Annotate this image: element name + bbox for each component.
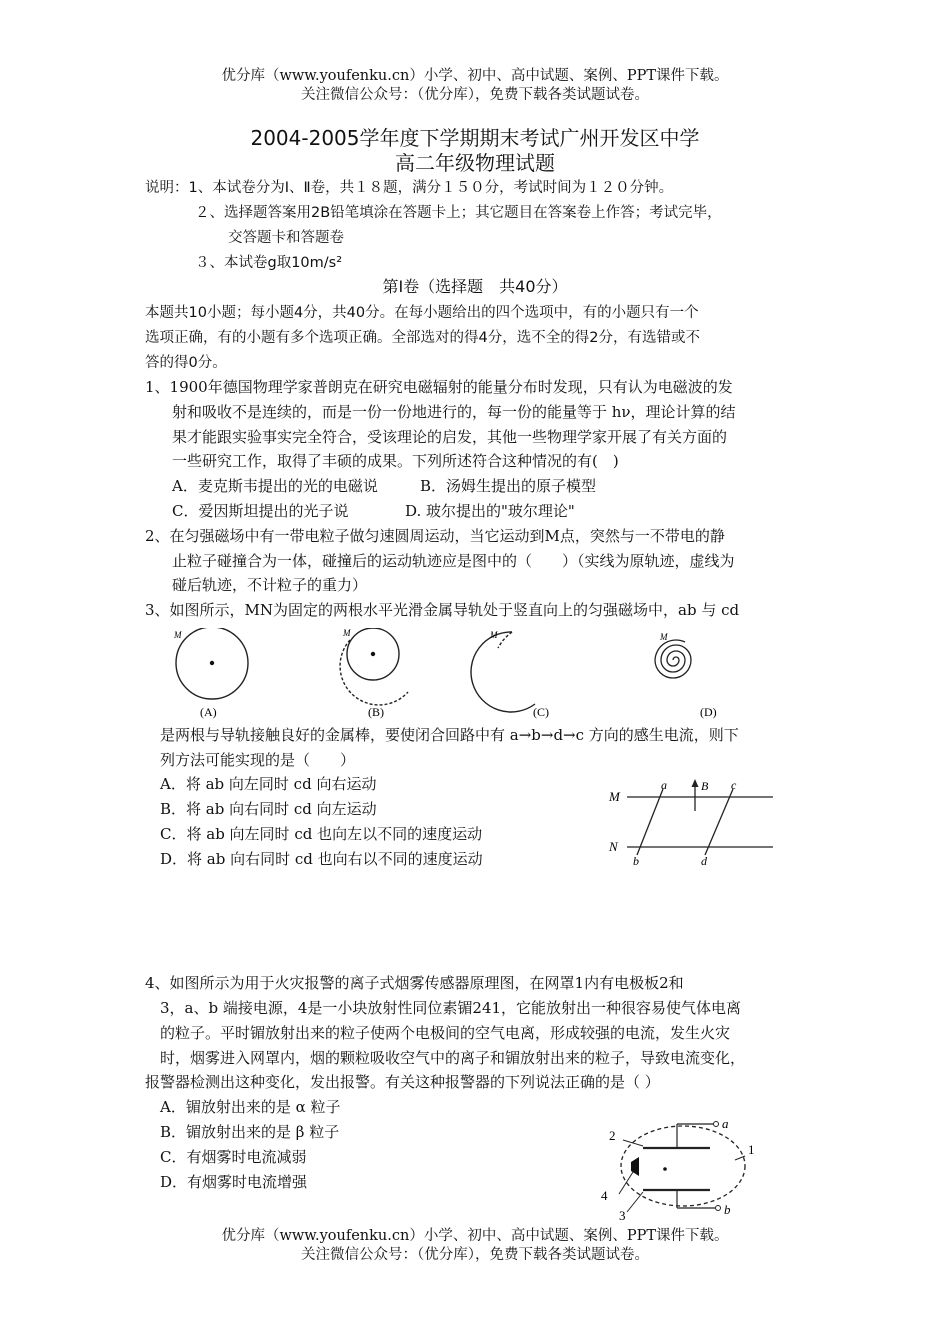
q4-text-2: 3，a、b 端接电源，4是一小块放射性同位素镅241，它能放射出一种很容易使气体电离 (160, 999, 742, 1017)
q1-text-3: 果才能跟实验事实完全符合，受该理论的启发，其他一些物理学家开展了有关方面的 (172, 428, 728, 446)
q1-text-1: 1、1900年德国物理学家普朗克在研究电磁辐射的能量分布时发现，只有认为电磁波的发 (145, 378, 733, 396)
instruction-3: ３、本试卷g取10m/s² (195, 255, 343, 271)
q2-fig-d-m-label: M (660, 632, 668, 642)
section-heading: 第Ⅰ卷（选择题 共40分） (382, 277, 568, 296)
q4-fig-label-b: b (724, 1202, 731, 1217)
q1-option-c: C．爱因斯坦提出的光子说 (172, 502, 349, 520)
q2-fig-a-label: (A) (200, 705, 217, 719)
q2-fig-b-m-label: M (343, 628, 351, 638)
q4-option-b: B．镅放射出来的是 β 粒子 (160, 1123, 340, 1141)
q2-fig-b-label: (B) (368, 705, 384, 719)
q3-option-b: B．将 ab 向右同时 cd 向左运动 (160, 800, 377, 818)
q1-option-a: A．麦克斯韦提出的光的电磁说 (172, 477, 378, 495)
q2-text-2: 止粒子碰撞合为一体，碰撞后的运动轨迹应是图中的（ ）（实线为原轨迹，虚线为 (172, 552, 735, 570)
q2-fig-d-label: (D) (700, 705, 717, 719)
q1-option-b: B．汤姆生提出的原子模型 (420, 477, 597, 495)
q3-fig-n-label: N (609, 839, 618, 854)
q1-text-4: 一些研究工作，取得了丰硕的成果。下列所述符合这种情况的有( ) (172, 452, 619, 470)
q3-option-c: C．将 ab 向左同时 cd 也向左以不同的速度运动 (160, 825, 483, 843)
q2-fig-c-label: (C) (533, 705, 549, 719)
section-intro-1: 本题共10小题；每小题4分，共40分。在每小题给出的四个选项中，有的小题只有一个 (145, 305, 699, 321)
q3-option-a: A．将 ab 向左同时 cd 向右运动 (160, 775, 377, 793)
q2-figure-b (340, 628, 408, 719)
q4-fig-label-3: 3 (619, 1208, 626, 1222)
q2-figure-a (173, 628, 248, 719)
q3-rail-figure (605, 775, 775, 870)
q3-fig-a-label: a (661, 778, 667, 792)
q3-text-1: 3、如图所示，MN为固定的两根水平光滑金属导轨处于竖直向上的匀强磁场中，ab 与 cd (145, 601, 740, 619)
section-intro-2: 选项正确，有的小题有多个选项正确。全部选对的得4分，选不全的得2分，有选错或不 (145, 330, 700, 346)
instruction-2: ２、选择题答案用2B铅笔填涂在答题卡上；其它题目在答案卷上作答；考试完毕， (195, 205, 722, 221)
section-intro-3: 答的得0分。 (145, 355, 227, 371)
q4-option-d: D．有烟雾时电流增强 (160, 1173, 308, 1191)
q1-option-d: D. 玻尔提出的"玻尔理论" (405, 502, 575, 520)
q3-fig-b-label: b (633, 854, 639, 868)
q4-text-3: 的粒子。平时镅放射出来的粒子使两个电极间的空气电离，形成较强的电流，发生火灾 (160, 1024, 731, 1042)
q2-fig-c-m-label: M (490, 630, 498, 640)
q4-fig-label-1: 1 (748, 1142, 755, 1157)
q4-option-a: A．镅放射出来的是 α 粒子 (160, 1098, 341, 1116)
q4-fig-label-a: a (722, 1116, 729, 1131)
q4-fig-label-4: 4 (601, 1188, 608, 1203)
page-footer-line-2: 关注微信公众号：（优分库），免费下载各类试题试卷。 (301, 1247, 649, 1263)
q2-text-1: 2、在匀强磁场中有一带电粒子做匀速圆周运动，当它运动到M点，突然与一不带电的静 (145, 527, 725, 545)
q2-figure-c (471, 630, 549, 719)
q4-text-1: 4、如图所示为用于火灾报警的离子式烟雾传感器原理图，在网罩1内有电极板2和 (145, 974, 684, 992)
q1-text-2: 射和吸收不是连续的，而是一份一份地进行的，每一份的能量等于 hν，理论计算的结 (172, 403, 736, 421)
page-header-line-2: 关注微信公众号：（优分库），免费下载各类试题试卷。 (301, 87, 649, 103)
instruction-2-cont: 交答题卡和答题卷 (228, 230, 344, 246)
q3-fig-b-field-label: B (701, 779, 709, 793)
q4-text-4: 时，烟雾进入网罩内，烟的颗粒吸收空气中的离子和镅放射出来的粒子，导致电流变化， (160, 1049, 746, 1067)
q2-text-3: 碰后轨迹，不计粒子的重力） (172, 576, 368, 594)
q3-text-2: 是两根与导轨接触良好的金属棒，要使闭合回路中有 a→b→d→c 方向的感生电流，则下 (160, 726, 739, 744)
q2-fig-a-m-label: M (174, 630, 182, 640)
q4-option-c: C．有烟雾时电流减弱 (160, 1148, 307, 1166)
instruction-1: 说明：1、本试卷分为Ⅰ、Ⅱ卷，共１８题，满分１５０分，考试时间为１２０分钟。 (145, 180, 674, 196)
q2-trajectory-figures (160, 628, 760, 728)
exam-subtitle: 高二年级物理试题 (395, 151, 555, 175)
q4-smoke-sensor-figure (595, 1110, 770, 1222)
q3-option-d: D．将 ab 向右同时 cd 也向右以不同的速度运动 (160, 850, 483, 868)
q4-text-5: 报警器检测出这种变化，发出报警。有关这种报警器的下列说法正确的是（ ） (145, 1073, 660, 1091)
page-footer-line-1: 优分库（www.youfenku.cn）小学、初中、高中试题、案例、PPT课件下载。 (221, 1228, 729, 1244)
page-header-line-1: 优分库（www.youfenku.cn）小学、初中、高中试题、案例、PPT课件下载。 (221, 68, 729, 84)
q3-text-3: 列方法可能实现的是（ ） (160, 751, 356, 769)
q3-fig-d-label: d (701, 854, 707, 868)
q3-fig-c-label: c (731, 778, 737, 792)
q2-figure-d (655, 632, 717, 719)
q4-fig-label-2: 2 (609, 1128, 616, 1143)
exam-title: 2004-2005学年度下学期期末考试广州开发区中学 (250, 126, 700, 150)
q3-fig-m-label: M (609, 789, 620, 804)
